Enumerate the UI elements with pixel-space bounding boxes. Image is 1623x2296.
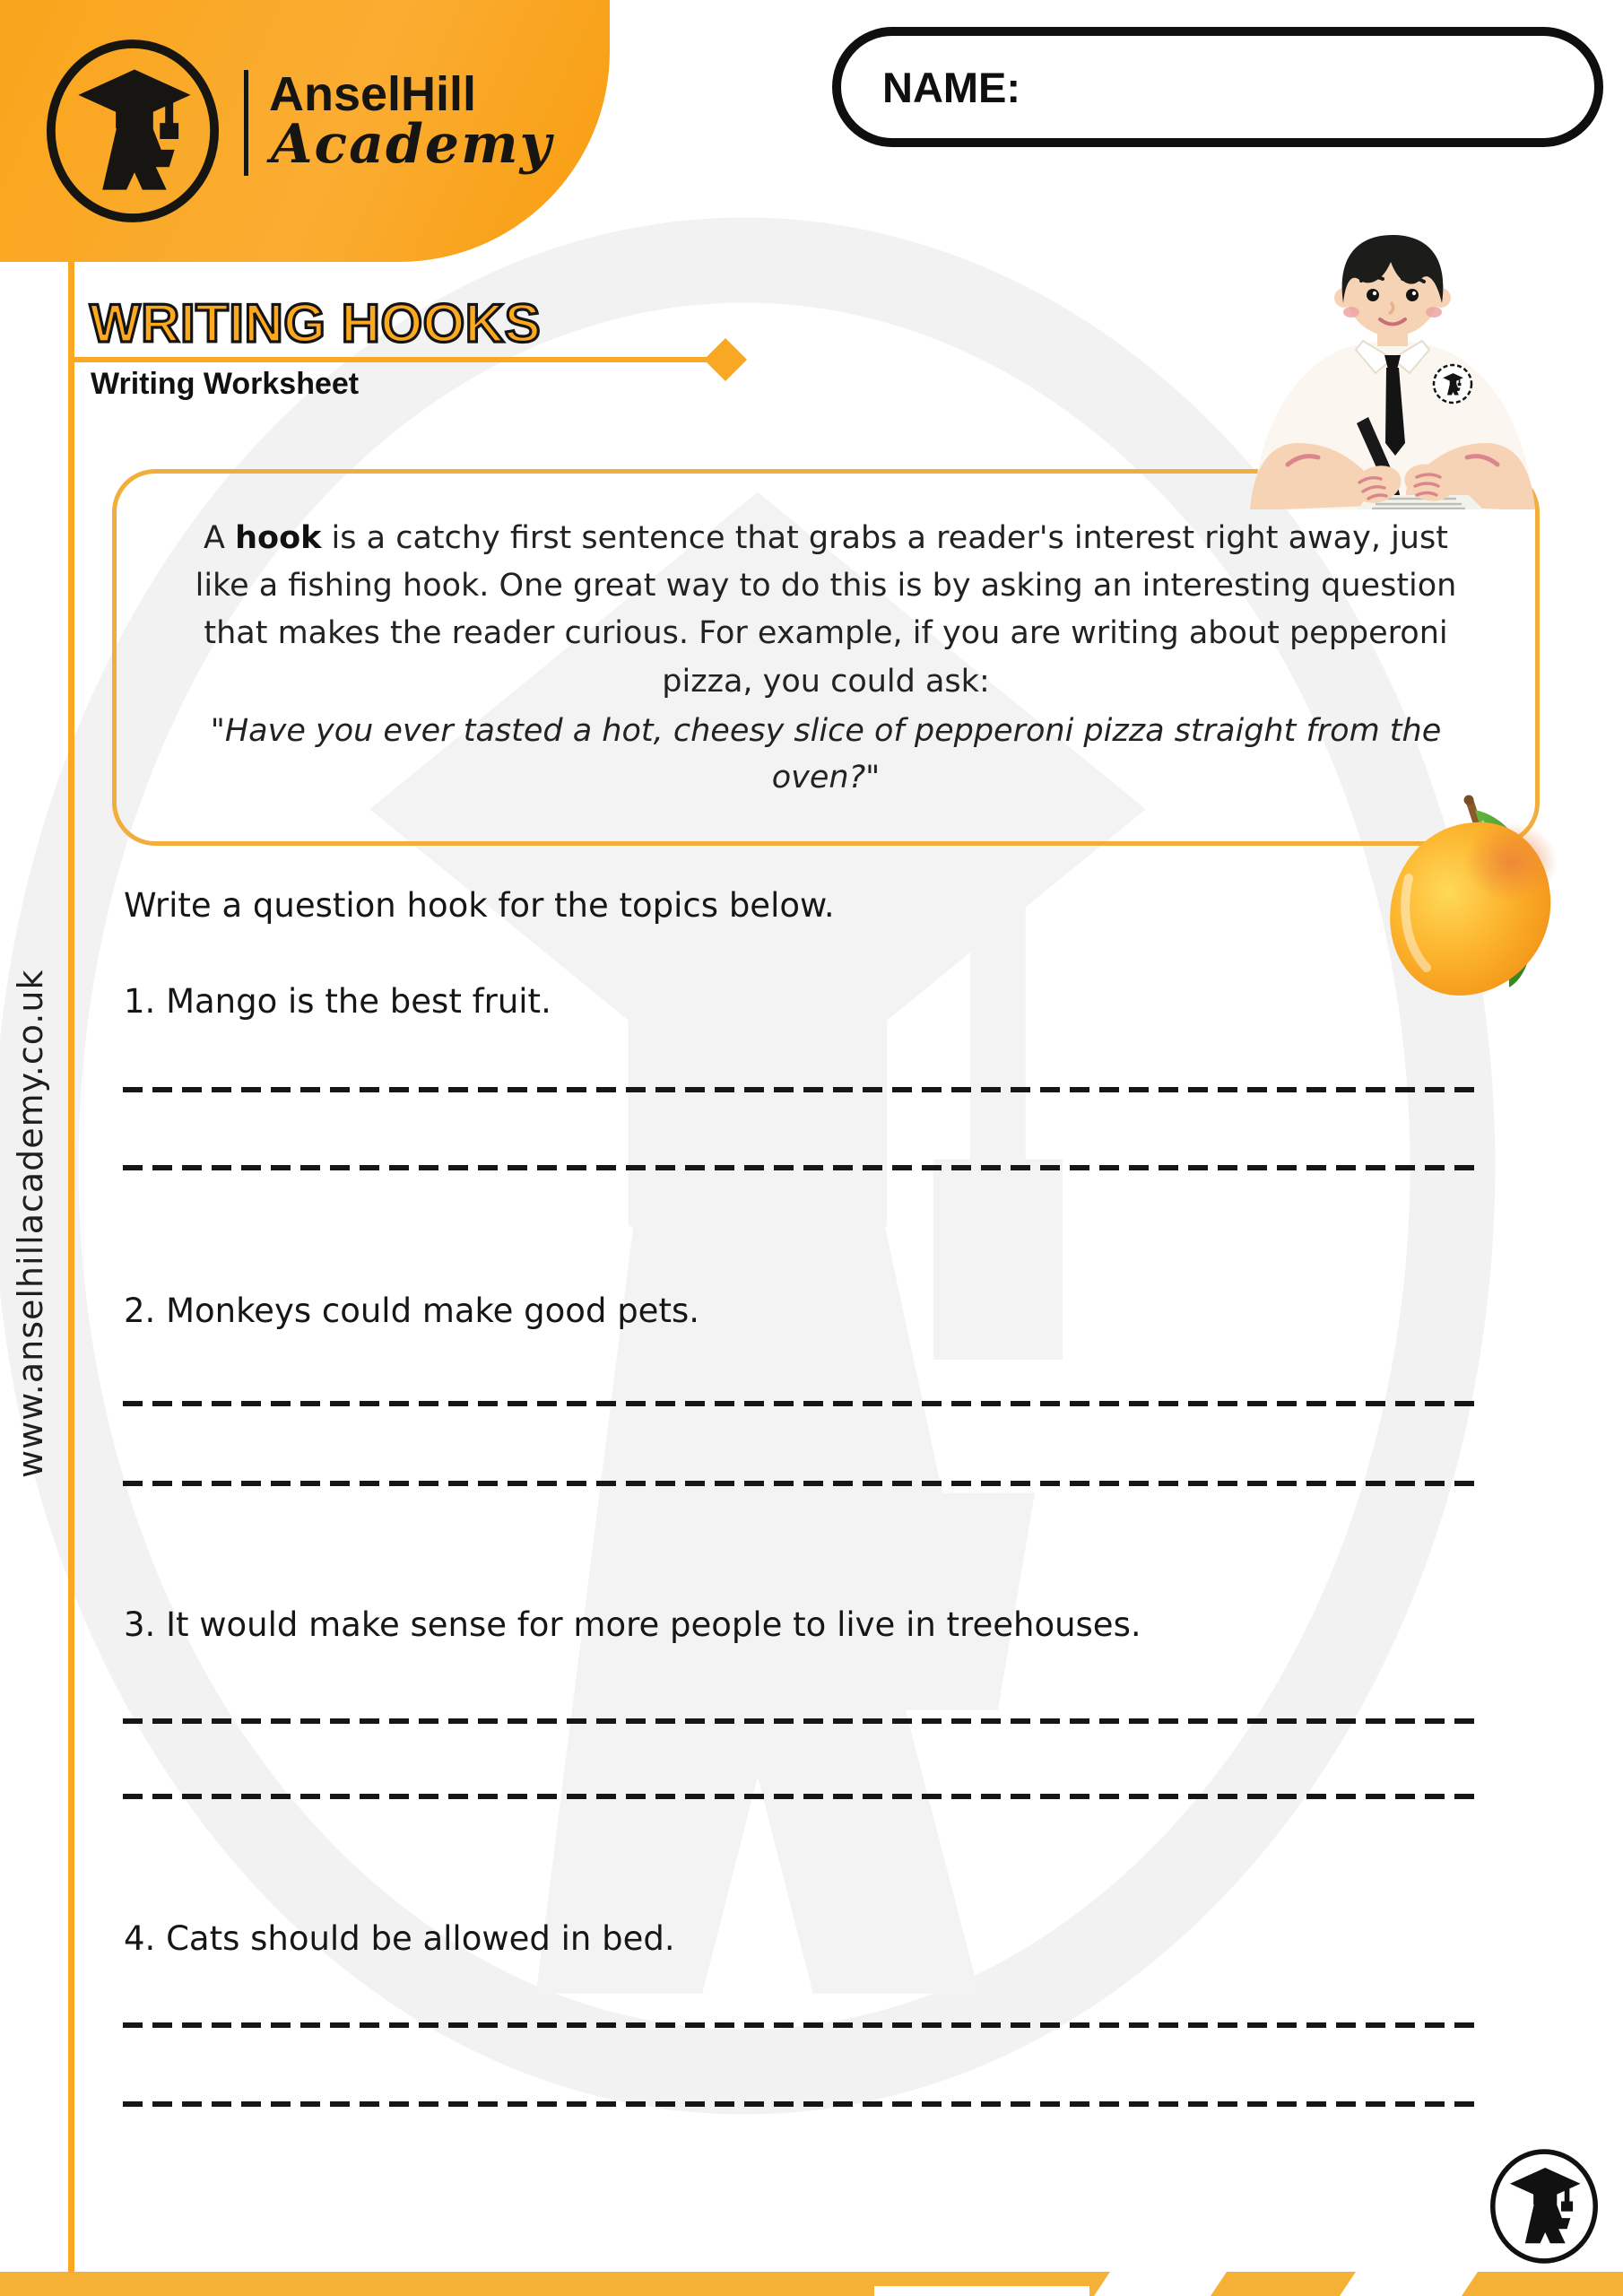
name-input[interactable] xyxy=(1020,36,1594,138)
intro-bold-word: hook xyxy=(235,520,322,556)
name-field xyxy=(832,27,1603,147)
title-underline xyxy=(72,357,710,362)
answer-line[interactable] xyxy=(123,1794,1484,1799)
answer-line[interactable] xyxy=(123,1481,1484,1486)
brand-name: AnselHill xyxy=(269,67,477,121)
footer-band-notch xyxy=(874,2286,1089,2296)
answer-line[interactable] xyxy=(123,1087,1484,1092)
topic-1-label: 1. Mango is the best fruit. xyxy=(124,982,551,1021)
brand-subname: Academy xyxy=(271,113,553,176)
answer-line[interactable] xyxy=(123,1165,1484,1170)
logo-separator xyxy=(244,70,248,176)
worksheet-instruction: Write a question hook for the topics below. xyxy=(124,886,835,925)
page-title: WRITING HOOKS xyxy=(90,293,542,353)
answer-line[interactable] xyxy=(123,2101,1484,2107)
intro-prefix: A xyxy=(204,520,236,556)
left-accent-line xyxy=(68,262,74,2272)
footer-band xyxy=(0,2269,1623,2296)
mango-with-leaf-illustration xyxy=(1376,792,1563,1005)
intro-paragraph xyxy=(174,515,1478,706)
name-label: NAME: xyxy=(882,63,1021,111)
intro-box xyxy=(112,469,1540,846)
intro-body: is a catchy first sentence that grabs a reader's interest right away, just like a fishing hook. One great way to do this is by asking an interesting question that makes the reader curious. For example, if you are writing about pepperoni pizza, you could ask: xyxy=(195,520,1457,700)
answer-line[interactable] xyxy=(123,1718,1484,1724)
answer-line[interactable] xyxy=(123,1401,1484,1406)
answer-line[interactable] xyxy=(123,2022,1484,2028)
intro-example-quote: "Have you ever tasted a hot, cheesy slice of pepperoni pizza straight from the oven?" xyxy=(210,712,1442,796)
page-subtitle: Writing Worksheet xyxy=(91,367,360,401)
boy-writing-illustration xyxy=(1245,230,1541,509)
website-url: www.anselhillacademy.co.uk xyxy=(11,969,50,1478)
header-brand-area xyxy=(0,0,610,262)
academy-logo-mark-icon xyxy=(1488,2149,1600,2264)
topic-2-label: 2. Monkeys could make good pets. xyxy=(124,1292,699,1330)
topic-3-label: 3. It would make sense for more people to live in treehouses. xyxy=(124,1605,1141,1644)
academy-logo-icon xyxy=(45,39,221,222)
topic-4-label: 4. Cats should be allowed in bed. xyxy=(124,1919,675,1958)
